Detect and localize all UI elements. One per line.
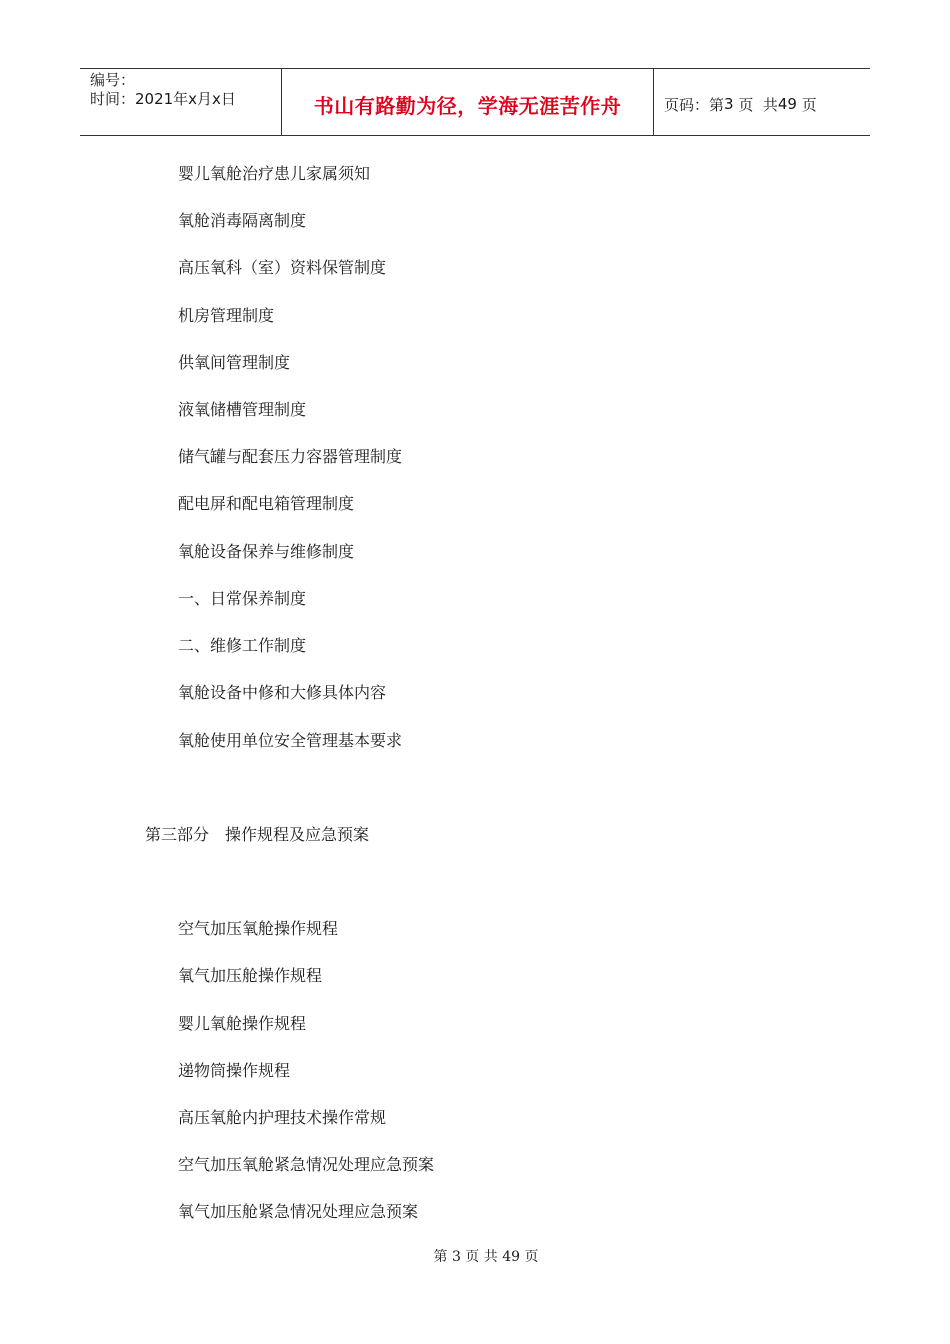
list-item: 氧舱设备中修和大修具体内容 — [178, 683, 387, 702]
document-number-label: 编号： — [90, 71, 136, 89]
page-middle: 页 共 — [738, 95, 778, 114]
page-total: 49 — [777, 95, 797, 113]
list-item: 空气加压氧舱操作规程 — [178, 919, 339, 938]
list-item: 氧舱使用单位安全管理基本要求 — [178, 731, 403, 750]
list-item: 递物筒操作规程 — [178, 1061, 291, 1080]
list-item: 一、日常保养制度 — [178, 589, 307, 608]
list-item: 氧舱消毒隔离制度 — [178, 211, 307, 230]
list-item: 氧舱设备保养与维修制度 — [178, 542, 355, 561]
list-item: 婴儿氧舱操作规程 — [178, 1014, 307, 1033]
header-page-info — [654, 69, 870, 135]
document-time: 时间：2021年x月x日 — [90, 90, 236, 108]
list-item: 供氧间管理制度 — [178, 353, 291, 372]
list-item: 空气加压氧舱紧急情况处理应急预案 — [178, 1155, 435, 1174]
page-current: 3 — [724, 95, 734, 113]
list-item: 氧气加压舱紧急情况处理应急预案 — [178, 1202, 419, 1221]
page-prefix: 页码：第 — [664, 95, 725, 114]
list-item: 液氧储槽管理制度 — [178, 400, 307, 419]
list-item: 二、维修工作制度 — [178, 636, 307, 655]
page-footer: 第 3 页 共 49 页 — [433, 1249, 539, 1265]
list-item: 婴儿氧舱治疗患儿家属须知 — [178, 164, 371, 183]
list-item: 机房管理制度 — [178, 306, 275, 325]
list-item: 高压氧舱内护理技术操作常规 — [178, 1108, 387, 1127]
list-item: 储气罐与配套压力容器管理制度 — [178, 447, 403, 466]
page-suffix: 页 — [801, 95, 817, 114]
list-item: 氧气加压舱操作规程 — [178, 966, 323, 985]
page-header — [80, 68, 870, 136]
list-item: 配电屏和配电箱管理制度 — [178, 494, 355, 513]
part-three-heading: 第三部分 操作规程及应急预案 — [145, 825, 370, 844]
list-item: 高压氧科（室）资料保管制度 — [178, 258, 387, 277]
header-motto: 书山有路勤为径，学海无涯苦作舟 — [282, 69, 654, 135]
header-meta — [80, 69, 282, 135]
